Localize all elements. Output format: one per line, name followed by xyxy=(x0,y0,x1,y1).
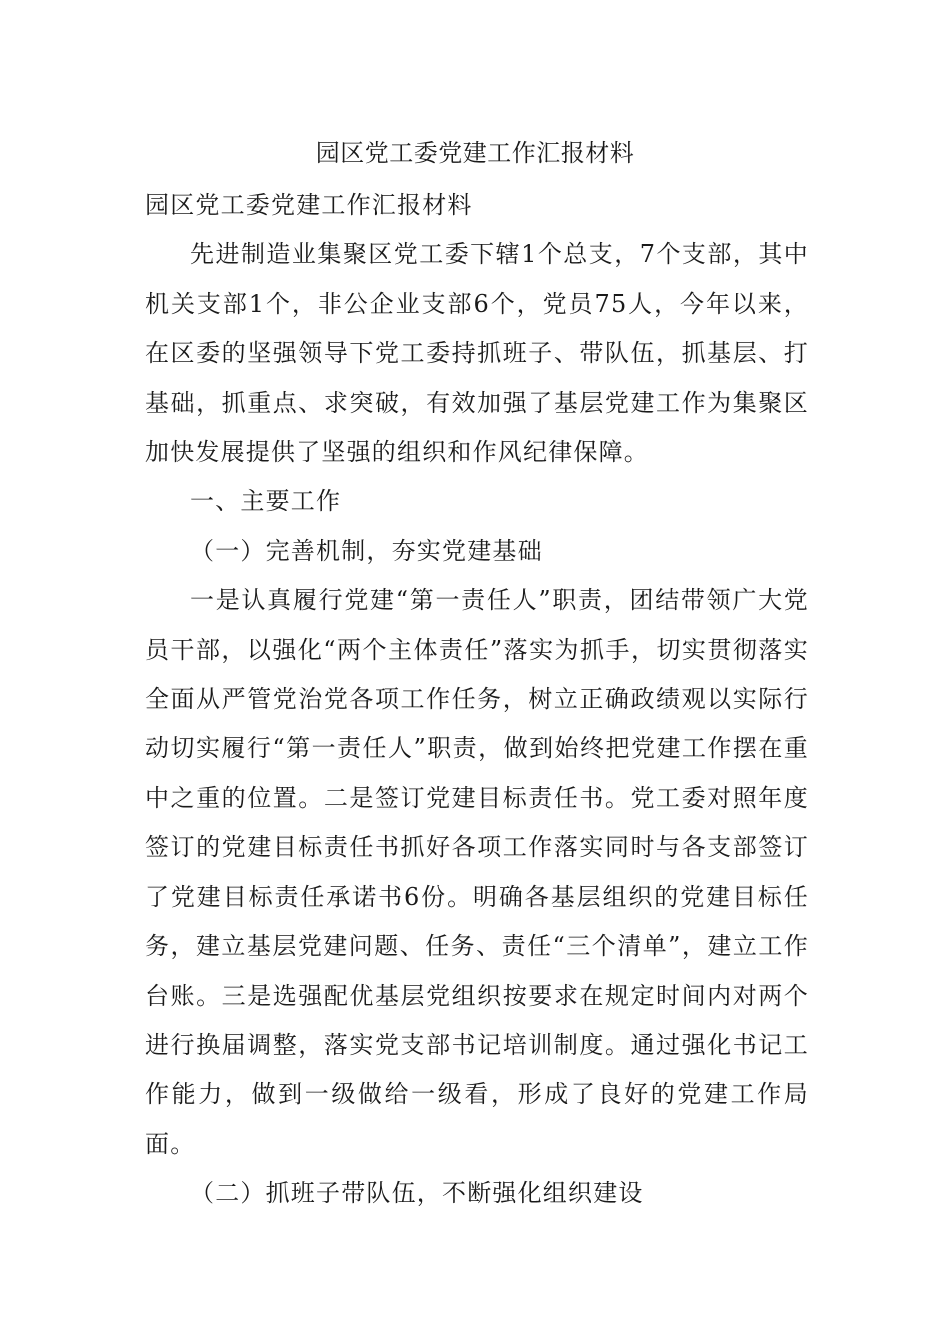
section-heading: 一、主要工作 xyxy=(190,487,342,516)
paragraph: 先进制造业集聚区党工委下辖1个总支，7个支部，其中机关支部1个，非公企业支部6个，党员75人，今年以来，在区委的坚强领导下党工委持抓班子、带队伍，抓基层、打基础，抓重点、求突破，有效加强了基层党建工作为集聚区加快发展提供了坚强的组织和作风纪律保障。 xyxy=(145,240,809,467)
subsection-heading: （一）完善机制，夯实党建基础 xyxy=(190,536,543,565)
paragraph: 园区党工委党建工作汇报材料 xyxy=(145,191,473,219)
document-body xyxy=(145,181,809,1219)
document-title: 园区党工委党建工作汇报材料 xyxy=(315,139,635,167)
subsection-heading: （二）抓班子带队伍，不断强化组织建设 xyxy=(190,1179,644,1208)
paragraph: 一是认真履行党建“第一责任人”职责，团结带领广大党员干部，以强化“两个主体责任”落实为抓手，切实贯彻落实全面从严管党治党各项工作任务，树立正确政绩观以实际行动切实履行“第一责任人”职责，做到始终把党建工作摆在重中之重的位置。二是签订党建目标责任书。党工委对照年度签订的党建目标责任书抓好各项工作落实同时与各支部签订了党建目标责任承诺书6份。明确各基层组织的党建目标任务，建立基层党建问题、任务、责任“三个清单”，建立工作台账。三是选强配优基层党组织按要求在规定时间内对两个进行换届调整，落实党支部书记培训制度。通过强化书记工作能力，做到一级做给一级看，形成了良好的党建工作局面。 xyxy=(145,586,809,1158)
